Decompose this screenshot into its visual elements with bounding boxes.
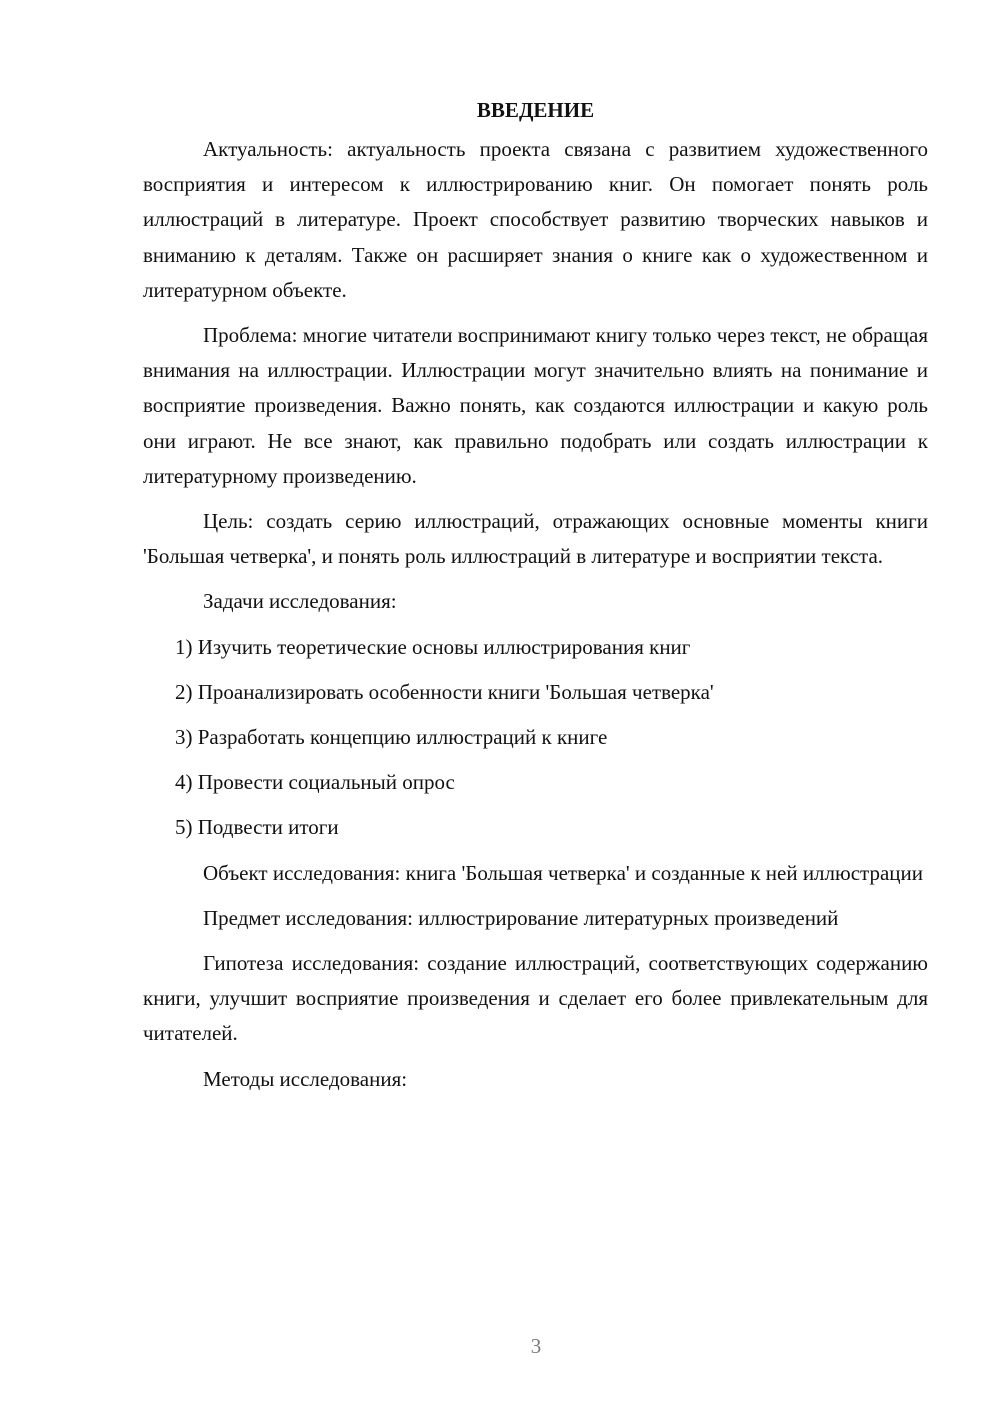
- methods-paragraph: Методы исследования:: [203, 1066, 408, 1091]
- goal-paragraph: Цель: создать серию иллюстраций, отражающих основные моменты книги 'Большая четверка', и понять роль иллюстраций в литературе и восприятии текста.: [143, 509, 928, 569]
- page-number: 3: [530, 1334, 542, 1358]
- object-paragraph: Объект исследования: книга 'Большая четверка' и созданные к ней иллюстрации: [203, 860, 923, 885]
- task-item-5: 5) Подвести итоги: [175, 815, 339, 840]
- tasks-list: [143, 630, 928, 846]
- page-content: [143, 92, 928, 1097]
- subject-paragraph: Предмет исследования: иллюстрирование литературных произведений: [203, 905, 839, 930]
- problem-paragraph: Проблема: многие читатели воспринимают книгу только через текст, не обращая внимания на иллюстрации. Иллюстрации могут значительно влиять на понимание и восприятие произведения. Важно понять, как создаются иллюстрации и какую роль они играют. Не все знают, как правильно подобрать или создать иллюстрации к литературному произведению.: [143, 323, 928, 488]
- task-item-2: 2) Проанализировать особенности книги 'Большая четверка': [175, 679, 714, 704]
- section-title: ВВЕДЕНИЕ: [476, 98, 595, 122]
- task-item-3: 3) Разработать концепцию иллюстраций к книге: [175, 725, 608, 750]
- hypothesis-paragraph: Гипотеза исследования: создание иллюстраций, соответствующих содержанию книги, улучшит восприятие произведения и сделает его более привлекательным для читателей.: [143, 951, 928, 1046]
- task-item-1: 1) Изучить теоретические основы иллюстрирования книг: [175, 634, 691, 659]
- tasks-heading: Задачи исследования:: [203, 589, 397, 614]
- relevance-paragraph: Актуальность: актуальность проекта связана с развитием художественного восприятия и интересом к иллюстрированию книг. Он помогает понять роль иллюстраций в литературе. Проект способствует развитию творческих навыков и вниманию к деталям. Также он расширяет знания о книге как о художественном и литературном объекте.: [143, 137, 928, 302]
- task-item-4: 4) Провести социальный опрос: [175, 770, 455, 795]
